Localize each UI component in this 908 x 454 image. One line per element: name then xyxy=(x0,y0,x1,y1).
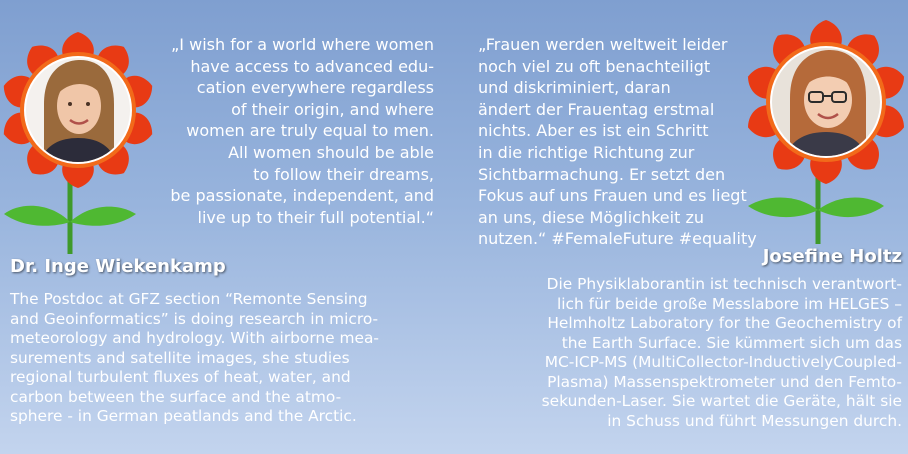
bio-left xyxy=(10,290,450,427)
quote-right-line: in die richtige Richtung zur xyxy=(478,142,695,162)
quote-left-line: cation everywhere regardless xyxy=(196,78,434,98)
person-name-right: Josefine Holtz xyxy=(762,246,902,267)
quote-left-line: have access to advanced edu- xyxy=(190,56,434,76)
quote-left-line: women are truly equal to men. xyxy=(186,121,434,141)
quote-right-line: an uns, diese Möglichkeit zu xyxy=(478,207,704,227)
flower-stem-left xyxy=(4,172,136,254)
bio-right-line: sekunden-Laser. Sie wartet die Geräte, hält sie xyxy=(541,392,902,410)
quote-left-line: to follow their dreams, xyxy=(253,164,434,184)
bio-left-line: sphere - in German peatlands and the Arctic. xyxy=(10,407,357,425)
quote-left-line: live up to their full potential.“ xyxy=(197,207,434,227)
bio-right-line: Plasma) Massenspektrometer und den Femto- xyxy=(547,372,902,391)
bio-right-line: lich für beide große Messlabore im HELGES – xyxy=(557,294,902,313)
bio-right-line: the Earth Surface. Sie kümmert sich um das xyxy=(561,333,902,352)
quote-right-line: nutzen.“ #FemaleFuture #equality xyxy=(478,229,757,249)
quote-left-line: be passionate, independent, and xyxy=(170,186,434,206)
bio-left-line: and Geoinformatics” is doing research in micro- xyxy=(10,309,379,328)
bio-right-line: Die Physiklaborantin ist technisch verantwort- xyxy=(546,275,902,293)
quote-left-line: of their origin, and where xyxy=(231,99,434,119)
quote-left xyxy=(118,34,434,228)
bio-left-line: surements and satellite images, she studies xyxy=(10,348,350,367)
quote-left-line: All women should be able xyxy=(228,142,434,162)
quote-right-line: „Frauen werden weltweit leider xyxy=(478,35,728,54)
bio-right xyxy=(458,275,902,431)
person-name-left: Dr. Inge Wiekenkamp xyxy=(10,256,226,277)
bio-left-line: carbon between the surface and the atmo- xyxy=(10,387,342,406)
quote-right-line: und diskriminiert, daran xyxy=(478,78,671,98)
bio-left-line: regional turbulent fluxes of heat, water, and xyxy=(10,368,351,386)
bio-right-line: Helmholtz Laboratory for the Geochemistry of xyxy=(547,314,902,332)
bio-right-line: MC-ICP-MS (MultiCollector-InductivelyCoupled- xyxy=(544,353,902,371)
quote-right-line: noch viel zu oft benachteiligt xyxy=(478,56,711,76)
quote-right-line: ändert der Frauentag erstmal xyxy=(478,99,715,119)
bio-right-line: in Schuss und führt Messungen durch. xyxy=(607,411,902,430)
quote-left-line: „I wish for a world where women xyxy=(171,35,434,54)
quote-right-line: Sichtbarmachung. Er setzt den xyxy=(478,164,726,184)
bio-left-line: The Postdoc at GFZ section “Remonte Sensing xyxy=(10,290,368,308)
quote-right xyxy=(478,34,778,250)
quote-right-line: nichts. Aber es ist ein Schritt xyxy=(478,121,709,141)
quote-right-line: Fokus auf uns Frauen und es liegt xyxy=(478,186,747,206)
bio-left-line: meteorology and hydrology. With airborne mea- xyxy=(10,329,379,347)
